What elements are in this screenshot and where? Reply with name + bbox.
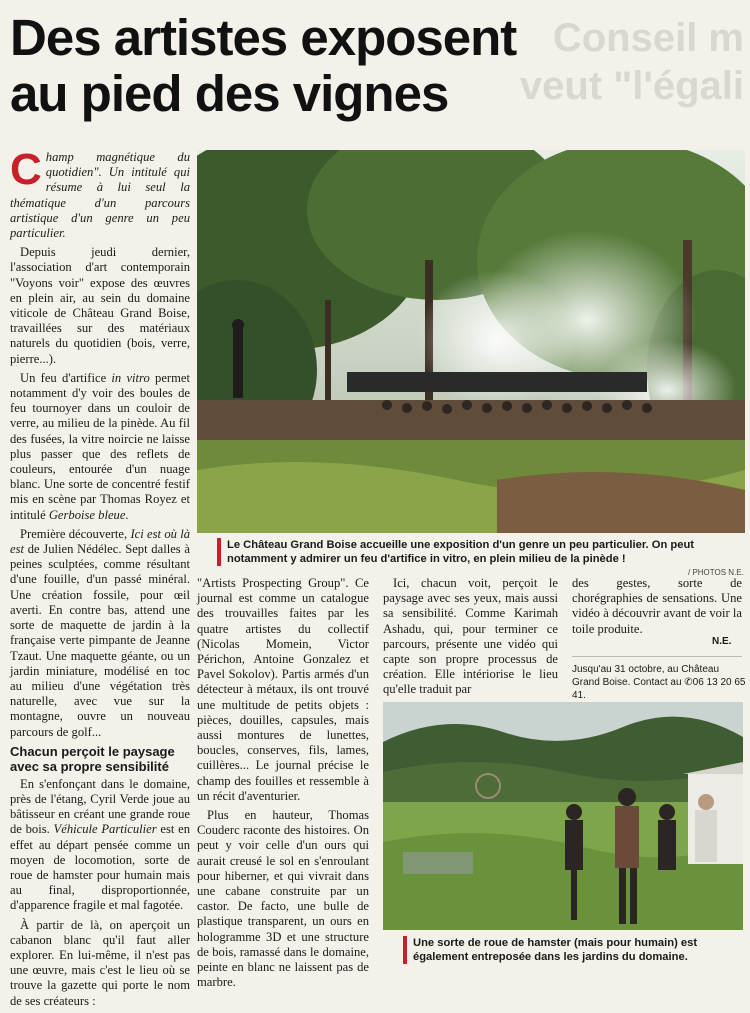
photo-illustration [383,702,743,930]
photo2-caption: Une sorte de roue de hamster (mais pour humain) est également entreposée dans les jardins du domaine. [403,936,750,964]
forest-fireworks-photo [197,150,745,533]
headline: Des artistes exposent au pied des vignes [10,9,517,122]
article-column-2 [197,576,369,994]
paragraph: des gestes, sorte de chorégraphies de sensations. Une vidéo à découvrir avant de voir la toile produite. [572,576,742,636]
article-column-4 [572,576,742,641]
article-column-1 [10,145,191,1013]
photo1-caption: Le Château Grand Boise accueille une exposition d'un genre un peu particulier. On peut notamment y admirer un feu d'artifice in vitro, en plein milieu de la pinède ! [217,538,747,566]
drop-cap: C [10,145,42,194]
bleed-through-text: Conseil m veut "l'égali [519,16,744,108]
paragraph: À partir de là, on aperçoit un cabanon blanc qu'il faut aller explorer. En lui-même, il n'est pas une œuvre, mais c'est le lieu où se trouve la gazette qui porte le nom de ses créateurs : [10,917,190,1008]
divider [572,656,742,657]
paragraph: En s'enfonçant dans le domaine, près de l'étang, Cyril Verde joue au bâtisseur en créant une grande roue de bois. Véhicule Particulier est en effet au départ pensée comme un moyen de locomotion, sorte de roue de hamster pour humain mais au final, disproportionnée, d'apparence fragile et mal fagotée. [10,776,191,913]
paragraph: Depuis jeudi dernier, l'association d'art contemporain "Voyons voir" expose des œuvres en plein air, au sein du domaine viticole de Château Grand Boise, travaillées sur des matériaux naturels du quotidien (bois, verre, pierre...). [10,245,190,366]
paragraph: Ici, chacun voit, perçoit le paysage avec ses yeux, mais aussi sa sensibilité. Comme Karimah Ashadu, qui, pour terminer ce parcours, présente une vidéo qui capte son propre processus de création. Elle intériorise le lieu qu'elle traduit par [383,576,558,697]
subheading: Chacun perçoit le paysage avec sa propre sensibilité [10,743,175,774]
caption-accent-bar [217,538,221,566]
paragraph: Première découverte, Ici est où là est de Julien Nédélec. Sept dalles à peines sculptées, comme résultant d'une fouille, d'un passé minéral. Une création fossile, pour œil averti. En contre bas, attend une sorte de maquette de jardin à la française verte pimpante de Jeanne Tzaut. Une maquette géante, ou un jardin miniature, modélisé en toc au milieu d'une végétation très naturelle, avec vue sur la montagne, ouvre un nouveau parcours de golf... [10,526,191,739]
paragraph: Plus en hauteur, Thomas Couderc raconte des histoires. On peut y voir celle d'un ours qui aurait creusé le sol en s'enroulant pour hiberner, et qui vivrait dans une cabane construite par un castor. De facto, une bulle de plastique transparent, un ours en hologramme 3D et une structure de bois, ramassé dans le domaine, peinte en blanc ne laissent pas de marbre. [197,808,369,990]
paragraph: "Artists Prospecting Group". Ce journal est comme un catalogue des trouvailles faites par les quatre artistes du collectif (Nicolas Momein, Victor Périchon, Antoine Gonzalez et Pavel Sokolov). Partis armés d'un détecteur à métaux, ils ont trouvé une multitude de petits objets : pièces, douilles, capsules, mais aussi montures de lunettes, boucles, conserves, fils, lames, cuillères... Le journal précise le champ des fouilles et ressemble à un récit d'aventurier. [197,576,369,803]
article-column-3 [383,576,558,702]
photo-credit: / PHOTOS N.E. [688,568,744,577]
paragraph: Champ magnétique du quotidien". Un intitulé qui résume à lui seul la thématique d'un parcours artistique d'un genre un peu particulier. [10,145,190,241]
photo-illustration [197,150,745,533]
author-signature: N.E. [712,636,732,647]
garden-hamster-wheel-photo [383,702,743,930]
event-info: Jusqu'au 31 octobre, au Château Grand Boise. Contact au ✆06 13 20 65 41. [572,664,746,701]
paragraph: Un feu d'artifice in vitro permet notamment d'y voir des boules de feu tournoyer dans un couloir de verre, au milieu de la pinède. Au fil des fusées, la vitre noircie ne laisse plus passer que des reflets de couleurs, entourée d'un nuage blanc. Une sorte de concentré festif mis en scène par Thomas Royez et intitulé Gerboise bleue. [10,370,190,522]
caption-accent-bar [403,936,407,964]
